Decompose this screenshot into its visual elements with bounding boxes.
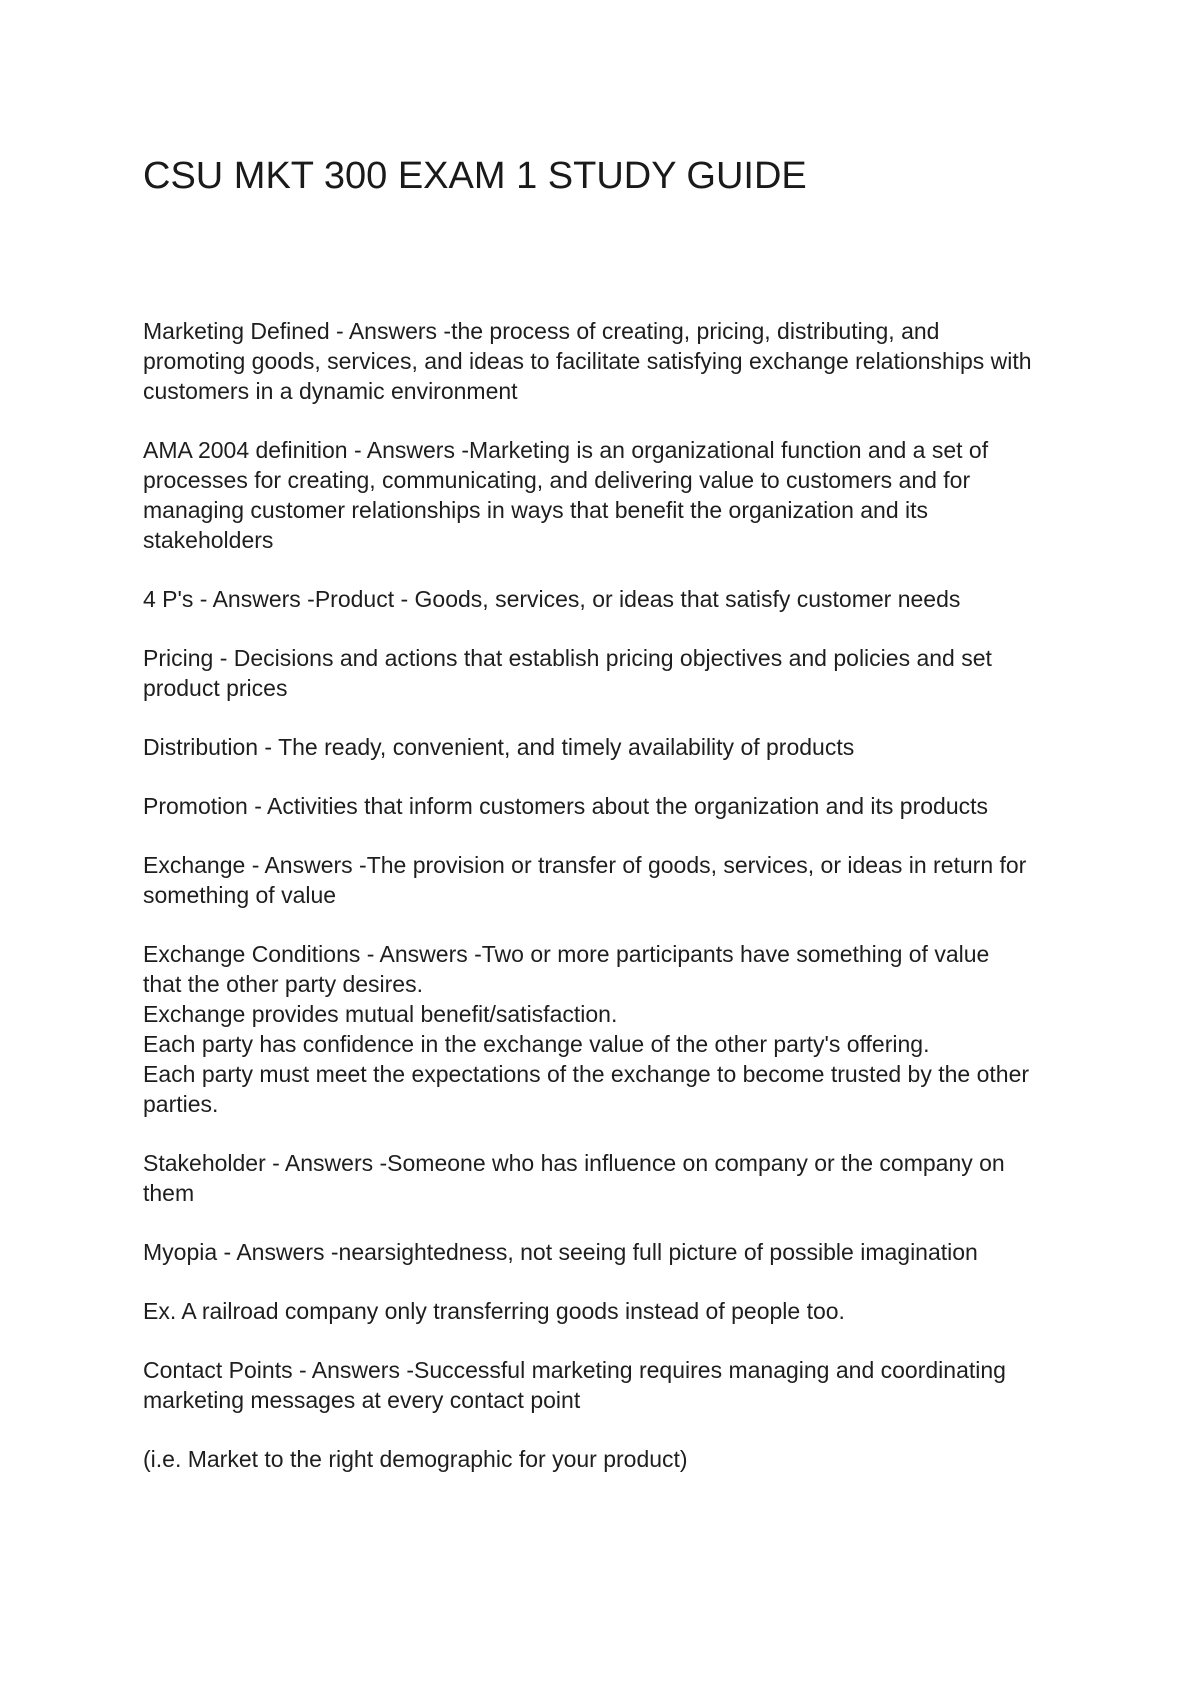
text-line: Marketing Defined - Answers -the process of creating, pricing, distributing, and	[143, 318, 940, 344]
study-guide-entry	[143, 584, 1073, 614]
study-guide-entry	[143, 791, 1073, 821]
text-line: Exchange - Answers -The provision or transfer of goods, services, or ideas in return for	[143, 852, 1027, 878]
text-line: promoting goods, services, and ideas to facilitate satisfying exchange relationships with	[143, 348, 1032, 374]
study-guide-entry	[143, 1148, 1073, 1208]
text-line: customers in a dynamic environment	[143, 378, 518, 404]
text-line: processes for creating, communicating, and delivering value to customers and for	[143, 467, 971, 493]
text-line: them	[143, 1180, 195, 1206]
study-guide-entry	[143, 1237, 1073, 1267]
text-line: Stakeholder - Answers -Someone who has influence on company or the company on	[143, 1150, 1005, 1176]
document-title: CSU MKT 300 EXAM 1 STUDY GUIDE	[143, 155, 807, 197]
text-line: product prices	[143, 675, 288, 701]
text-line: AMA 2004 definition - Answers -Marketing is an organizational function and a set of	[143, 437, 989, 463]
text-line: Pricing - Decisions and actions that establish pricing objectives and policies and set	[143, 645, 992, 671]
text-line: that the other party desires.	[143, 971, 423, 997]
text-line: Promotion - Activities that inform customers about the organization and its products	[143, 793, 989, 819]
text-line: (i.e. Market to the right demographic for your product)	[143, 1446, 688, 1472]
text-line: parties.	[143, 1091, 219, 1117]
text-line: Exchange provides mutual benefit/satisfaction.	[143, 1001, 618, 1027]
text-line: 4 P's - Answers -Product - Goods, services, or ideas that satisfy customer needs	[143, 586, 961, 612]
study-guide-entry	[143, 435, 1073, 555]
study-guide-entry	[143, 939, 1073, 1119]
text-line: Myopia - Answers -nearsightedness, not seeing full picture of possible imagination	[143, 1239, 978, 1265]
text-line: managing customer relationships in ways that benefit the organization and its	[143, 497, 929, 523]
text-line: Distribution - The ready, convenient, and timely availability of products	[143, 734, 855, 760]
study-guide-entry	[143, 850, 1073, 910]
document-body	[143, 316, 1073, 1503]
text-line: Each party must meet the expectations of the exchange to become trusted by the other	[143, 1061, 1030, 1087]
study-guide-entry	[143, 1355, 1073, 1415]
study-guide-entry	[143, 643, 1073, 703]
study-guide-entry	[143, 316, 1073, 406]
study-guide-entry	[143, 1444, 1073, 1474]
text-line: Contact Points - Answers -Successful marketing requires managing and coordinating	[143, 1357, 1006, 1383]
text-line: stakeholders	[143, 527, 274, 553]
study-guide-entry	[143, 1296, 1073, 1326]
study-guide-entry	[143, 732, 1073, 762]
text-line: something of value	[143, 882, 337, 908]
text-line: Exchange Conditions - Answers -Two or more participants have something of value	[143, 941, 990, 967]
text-line: Each party has confidence in the exchange value of the other party's offering.	[143, 1031, 930, 1057]
text-line: marketing messages at every contact point	[143, 1387, 581, 1413]
text-line: Ex. A railroad company only transferring goods instead of people too.	[143, 1298, 845, 1324]
